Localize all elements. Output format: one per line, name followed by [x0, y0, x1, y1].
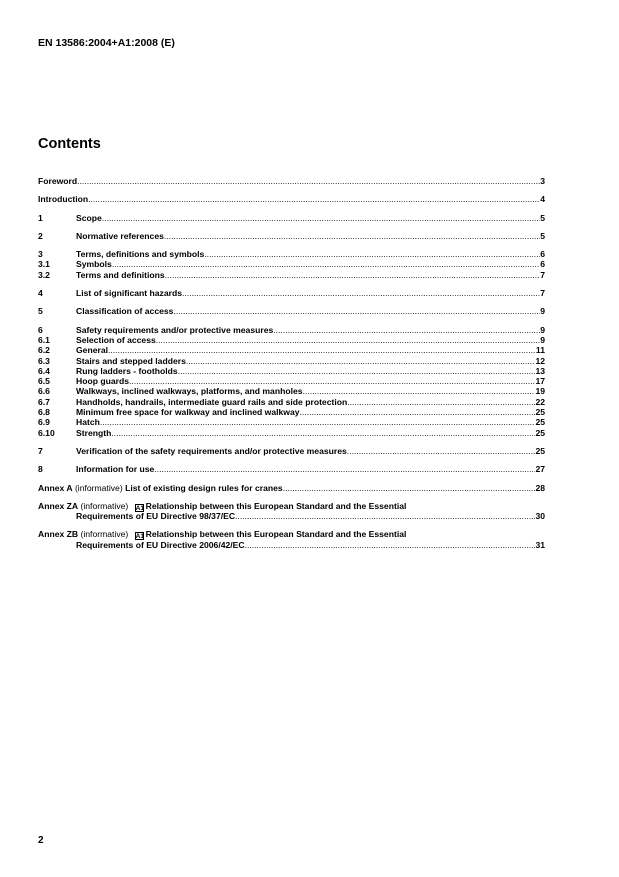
toc-entry-number: 6.1 — [38, 334, 50, 345]
toc-leader-dots — [178, 366, 536, 376]
toc-entry-page: 9 — [540, 334, 545, 345]
toc-leader-dots — [347, 397, 535, 407]
toc-entry-line — [76, 397, 545, 407]
toc-entry-title: Information for use — [76, 464, 155, 475]
toc-leader-dots — [156, 335, 540, 345]
toc-entry[interactable] — [38, 356, 545, 366]
annex-label: Annex ZA — [38, 500, 79, 511]
toc-entry-title: Normative references — [76, 230, 164, 241]
toc-entry-page: 7 — [540, 288, 545, 299]
toc-entry-page: 5 — [540, 230, 545, 241]
toc-entry-title: Handholds, handrails, intermediate guard rails and side protection — [76, 396, 348, 407]
toc-entry-title: Strength — [76, 427, 112, 438]
annex-informative: (informative) — [80, 500, 129, 511]
toc-entry[interactable] — [38, 176, 545, 186]
annex-title: Relationship between this European Standard and the Essential — [145, 500, 407, 511]
toc-entry-line — [76, 407, 545, 417]
toc-entry-line — [76, 345, 545, 355]
toc-entry-line — [76, 386, 545, 396]
toc-entry-title: General — [76, 345, 109, 356]
toc-entry[interactable] — [38, 194, 545, 204]
toc-annex-title — [38, 483, 283, 493]
toc-entry-title: Hoop guards — [76, 376, 129, 387]
toc-entry[interactable] — [38, 464, 545, 474]
toc-entry-page: 9 — [540, 324, 545, 335]
toc-leader-dots — [186, 356, 536, 366]
toc-entry-title: Symbols — [76, 259, 112, 270]
toc-leader-dots — [108, 345, 536, 355]
toc-entry-title: Scope — [76, 212, 102, 223]
toc-leader-dots — [111, 428, 535, 438]
toc-entry[interactable] — [38, 335, 545, 345]
toc-entry-number: 3.1 — [38, 259, 50, 270]
toc-entry-page: 27 — [535, 464, 545, 475]
toc-entry-title: Hatch — [76, 417, 100, 428]
toc-entry-title: List of significant hazards — [76, 288, 183, 299]
toc-entry[interactable] — [38, 259, 545, 269]
toc-entry-title: Classification of access — [76, 306, 174, 317]
toc-entry-page: 9 — [540, 306, 545, 317]
toc-leader-dots — [100, 417, 536, 427]
toc-entry-title: Terms, definitions and symbols — [76, 249, 205, 260]
toc-entry[interactable] — [38, 249, 545, 259]
toc-entry-title: Verification of the safety requirements and/or protective measures — [76, 445, 347, 456]
amendment-marker-icon: A1 — [135, 533, 144, 541]
toc-entry-line — [76, 306, 545, 316]
toc-entry[interactable] — [38, 213, 545, 223]
document-id: EN 13586:2004+A1:2008 (E) — [38, 37, 175, 49]
toc-leader-dots — [173, 306, 540, 316]
toc-entry-line — [76, 366, 545, 376]
toc-annex-entry[interactable] — [38, 501, 545, 511]
toc-entry[interactable] — [38, 366, 545, 376]
toc-entry-title: Terms and definitions — [76, 269, 165, 280]
toc-entry-number: 1 — [38, 212, 43, 223]
toc-entry-page: 5 — [540, 212, 545, 223]
toc-entry[interactable] — [38, 407, 545, 417]
toc-entry-page: 6 — [540, 259, 545, 270]
toc-leader-dots — [245, 540, 536, 550]
toc-entry-page: 7 — [540, 269, 545, 280]
toc-entry-number: 6.10 — [38, 427, 55, 438]
toc-entry-line — [76, 325, 545, 335]
toc-entry-line — [76, 417, 545, 427]
toc-entry-number: 6.6 — [38, 386, 50, 397]
toc-entry-page: 25 — [535, 445, 545, 456]
toc-entry-page: 25 — [535, 407, 545, 418]
toc-leader-dots — [102, 213, 540, 223]
toc-entry-number: 2 — [38, 230, 43, 241]
toc-entry-title: Rung ladders - footholds — [76, 365, 178, 376]
toc-leader-dots — [204, 249, 540, 259]
toc-entry-line — [76, 270, 545, 280]
annex-informative: (informative) — [74, 482, 123, 493]
toc-annex-continuation — [38, 540, 545, 550]
toc-leader-dots — [182, 288, 540, 298]
toc-entry-line — [38, 194, 545, 204]
toc-entry-line — [76, 335, 545, 345]
annex-label: Annex A — [38, 482, 73, 493]
toc-annex-line — [38, 483, 545, 493]
toc-leader-dots — [300, 407, 536, 417]
toc-entry-page: 13 — [535, 365, 545, 376]
toc-entry-page: 22 — [535, 396, 545, 407]
toc-leader-dots — [129, 376, 535, 386]
amendment-marker-icon: A1 — [135, 504, 144, 512]
annex-label: Annex ZB — [38, 529, 79, 540]
toc-entry-line — [76, 446, 545, 456]
toc-leader-dots — [273, 325, 540, 335]
toc-entry[interactable] — [38, 446, 545, 456]
toc-leader-dots — [88, 194, 540, 204]
toc-entry-page: 17 — [535, 376, 545, 387]
toc-entry-number: 6.4 — [38, 365, 50, 376]
toc-entry-number: 6 — [38, 324, 43, 335]
toc-entry-number: 8 — [38, 464, 43, 475]
toc-entry-line — [76, 428, 545, 438]
toc-entry-page: 3 — [540, 176, 545, 186]
toc-entry-page: 25 — [535, 417, 545, 428]
toc-entry-page: 28 — [535, 482, 545, 493]
annex-title: Relationship between this European Standard and the Essential — [145, 529, 407, 540]
toc-leader-dots — [77, 176, 540, 186]
toc-entry-line — [38, 176, 545, 186]
toc-leader-dots — [164, 231, 540, 241]
annex-title: List of existing design rules for cranes — [125, 482, 283, 493]
toc-leader-dots — [235, 511, 535, 521]
toc-entry-number: 6.5 — [38, 376, 50, 387]
toc-annex-continuation — [38, 511, 545, 521]
toc-leader-dots — [303, 386, 536, 396]
toc-entry[interactable] — [38, 376, 545, 386]
toc-entry-number: 6.8 — [38, 407, 50, 418]
toc-entry[interactable] — [38, 288, 545, 298]
toc-entry-page: 25 — [535, 427, 545, 438]
toc-entry[interactable] — [38, 325, 545, 335]
toc-entry-line — [76, 464, 545, 474]
toc-entry-page: 12 — [535, 355, 545, 366]
annex-title-continued: Requirements of EU Directive 2006/42/EC — [76, 539, 245, 550]
toc-entry-number: 6.3 — [38, 355, 50, 366]
toc-entry-title: Foreword — [38, 176, 78, 186]
toc-annex-line — [76, 511, 545, 521]
toc-entry-page: 19 — [535, 386, 545, 397]
toc-annex-entry[interactable] — [38, 529, 545, 539]
contents-title: Contents — [38, 136, 101, 152]
toc-entry-page: 6 — [540, 249, 545, 260]
toc-entry[interactable] — [38, 231, 545, 241]
toc-entry[interactable] — [38, 306, 545, 316]
toc-entry-line — [76, 231, 545, 241]
toc-entry-line — [76, 288, 545, 298]
toc-entry-number: 7 — [38, 445, 43, 456]
toc-entry-line — [76, 213, 545, 223]
toc-entry[interactable] — [38, 386, 545, 396]
toc-entry-line — [76, 249, 545, 259]
toc-entry-title: Minimum free space for walkway and inclined walkway — [76, 407, 300, 418]
annex-title-continued: Requirements of EU Directive 98/37/EC — [76, 511, 236, 522]
toc-entry-line — [76, 356, 545, 366]
toc-entry-page: 31 — [535, 539, 545, 550]
toc-entry-number: 3 — [38, 249, 43, 260]
toc-entry-page: 30 — [535, 511, 545, 522]
toc-entry-number: 4 — [38, 288, 43, 299]
toc-entry-title: Selection of access — [76, 334, 156, 345]
toc-leader-dots — [154, 464, 535, 474]
table-of-contents — [38, 176, 545, 550]
toc-entry-number: 6.2 — [38, 345, 50, 356]
toc-entry-title: Stairs and stepped ladders — [76, 355, 186, 366]
annex-informative: (informative) — [80, 529, 129, 540]
toc-entry-number: 6.7 — [38, 396, 50, 407]
page-number: 2 — [38, 835, 44, 846]
toc-entry-title: Walkways, inclined walkways, platforms, and manholes — [76, 386, 303, 397]
toc-entry-number: 6.9 — [38, 417, 50, 428]
toc-entry[interactable] — [38, 345, 545, 355]
toc-entry-page: 11 — [535, 345, 545, 356]
toc-entry[interactable] — [38, 397, 545, 407]
toc-annex-line — [76, 540, 545, 550]
toc-leader-dots — [283, 483, 536, 493]
toc-leader-dots — [112, 259, 540, 269]
toc-entry[interactable] — [38, 270, 545, 280]
toc-entry-number: 5 — [38, 306, 43, 317]
toc-entry-title: Introduction — [38, 194, 89, 205]
toc-leader-dots — [347, 446, 536, 456]
toc-entry-page: 4 — [540, 194, 545, 205]
toc-entry[interactable] — [38, 428, 545, 438]
toc-entry-number: 3.2 — [38, 269, 50, 280]
toc-annex-entry[interactable] — [38, 483, 545, 493]
toc-entry-title: Safety requirements and/or protective measures — [76, 324, 274, 335]
toc-entry-line — [76, 376, 545, 386]
toc-entry[interactable] — [38, 417, 545, 427]
toc-entry-line — [76, 259, 545, 269]
toc-leader-dots — [165, 270, 541, 280]
